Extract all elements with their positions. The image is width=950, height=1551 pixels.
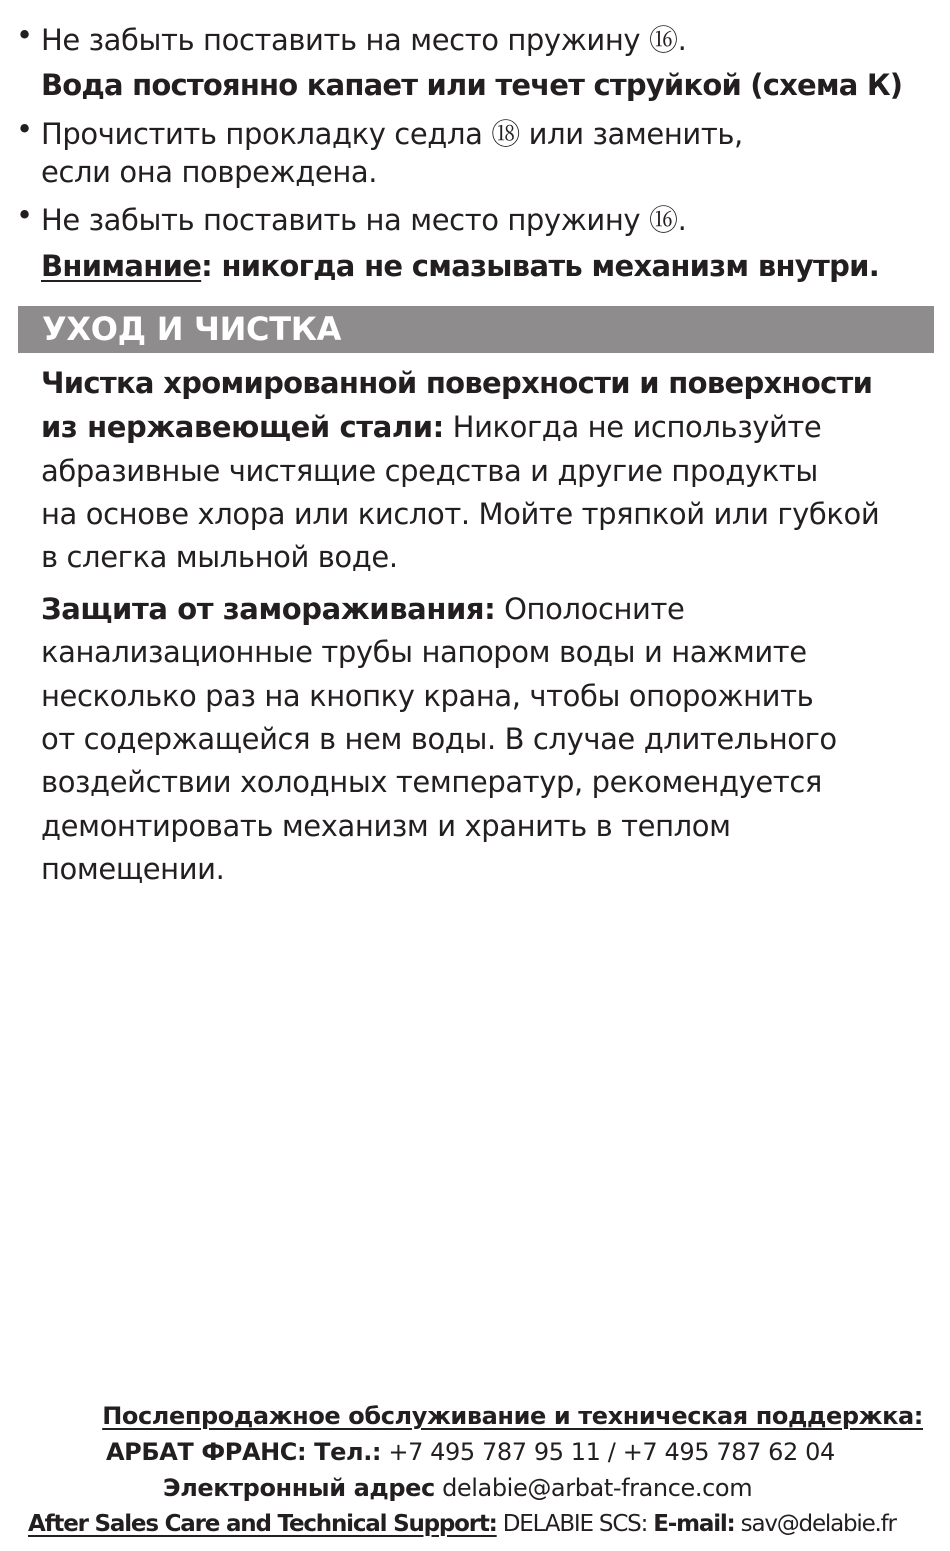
bullet-gasket-line1: Прочистить прокладку седла ⑱ или заменить, [41,117,743,151]
warning-text: : никогда не смазывать механизм внутри. [201,249,880,283]
care-frost-line2: канализационные трубы напором воды и нажмите [41,635,807,669]
footer-support-heading [102,1402,923,1430]
care-frost-line3: несколько раз на кнопку крана, чтобы опорожнить [41,679,814,713]
care-frost-line6: демонтировать механизм и хранить в теплом [41,809,731,843]
warning-note [41,249,879,283]
bullet-spring-2: Не забыть поставить на место пружину ⑯. [41,203,687,237]
footer-email-line [163,1474,752,1502]
footer-en-label: After Sales Care and Technical Support: [28,1511,497,1537]
care-frost-line1 [41,592,684,626]
bullet-marker: • [16,198,34,232]
care-chrome-line2 [41,410,821,444]
footer-email-label: Электронный адрес [163,1474,435,1502]
care-frost-line4: от содержащейся в нем воды. В случае длительного [41,722,837,756]
care-frost-heading: Защита от замораживания: [41,592,496,626]
bullet-marker: • [16,112,34,146]
bullet-gasket-line2: если она повреждена. [41,155,378,189]
bullet-spring-1: Не забыть поставить на место пружину ⑯. [41,23,687,57]
care-chrome-heading-cont: из нержавеющей стали: [41,410,444,444]
footer-support-heading-text: Послепродажное обслуживание и техническая поддержка: [102,1402,923,1430]
footer-en-company: DELABIE SCS: [496,1511,654,1537]
bullet-marker: • [16,18,34,52]
footer-phones: +7 495 787 95 11 / +7 495 787 62 04 [381,1438,835,1466]
footer-company: АРБАТ ФРАНС: Тел.: [106,1438,382,1466]
heading-scheme-k: Вода постоянно капает или течет струйкой (схема К) [41,68,903,102]
footer-phone-line [106,1438,835,1466]
care-chrome-text: Никогда не используйте [443,410,822,444]
care-chrome-line4: на основе хлора или кислот. Мойте тряпкой или губкой [41,497,880,531]
care-chrome-heading: Чистка хромированной поверхности и поверхности [41,366,873,400]
section-header-band [18,306,934,353]
warning-label: Внимание [41,249,202,283]
care-frost-line7: помещении. [41,852,225,886]
care-chrome-line3: абразивные чистящие средства и другие продукты [41,454,818,488]
footer-en-email[interactable]: sav@delabie.fr [734,1511,896,1537]
section-title: УХОД И ЧИСТКА [42,310,342,348]
care-chrome-line5: в слегка мыльной воде. [41,540,398,574]
footer-email[interactable]: delabie@arbat-france.com [434,1474,753,1502]
footer-en-line [28,1511,896,1537]
footer-en-email-label: E-mail: [653,1511,735,1537]
care-frost-text: Ополосните [495,592,685,626]
care-frost-line5: воздействии холодных температур, рекомендуется [41,765,822,799]
